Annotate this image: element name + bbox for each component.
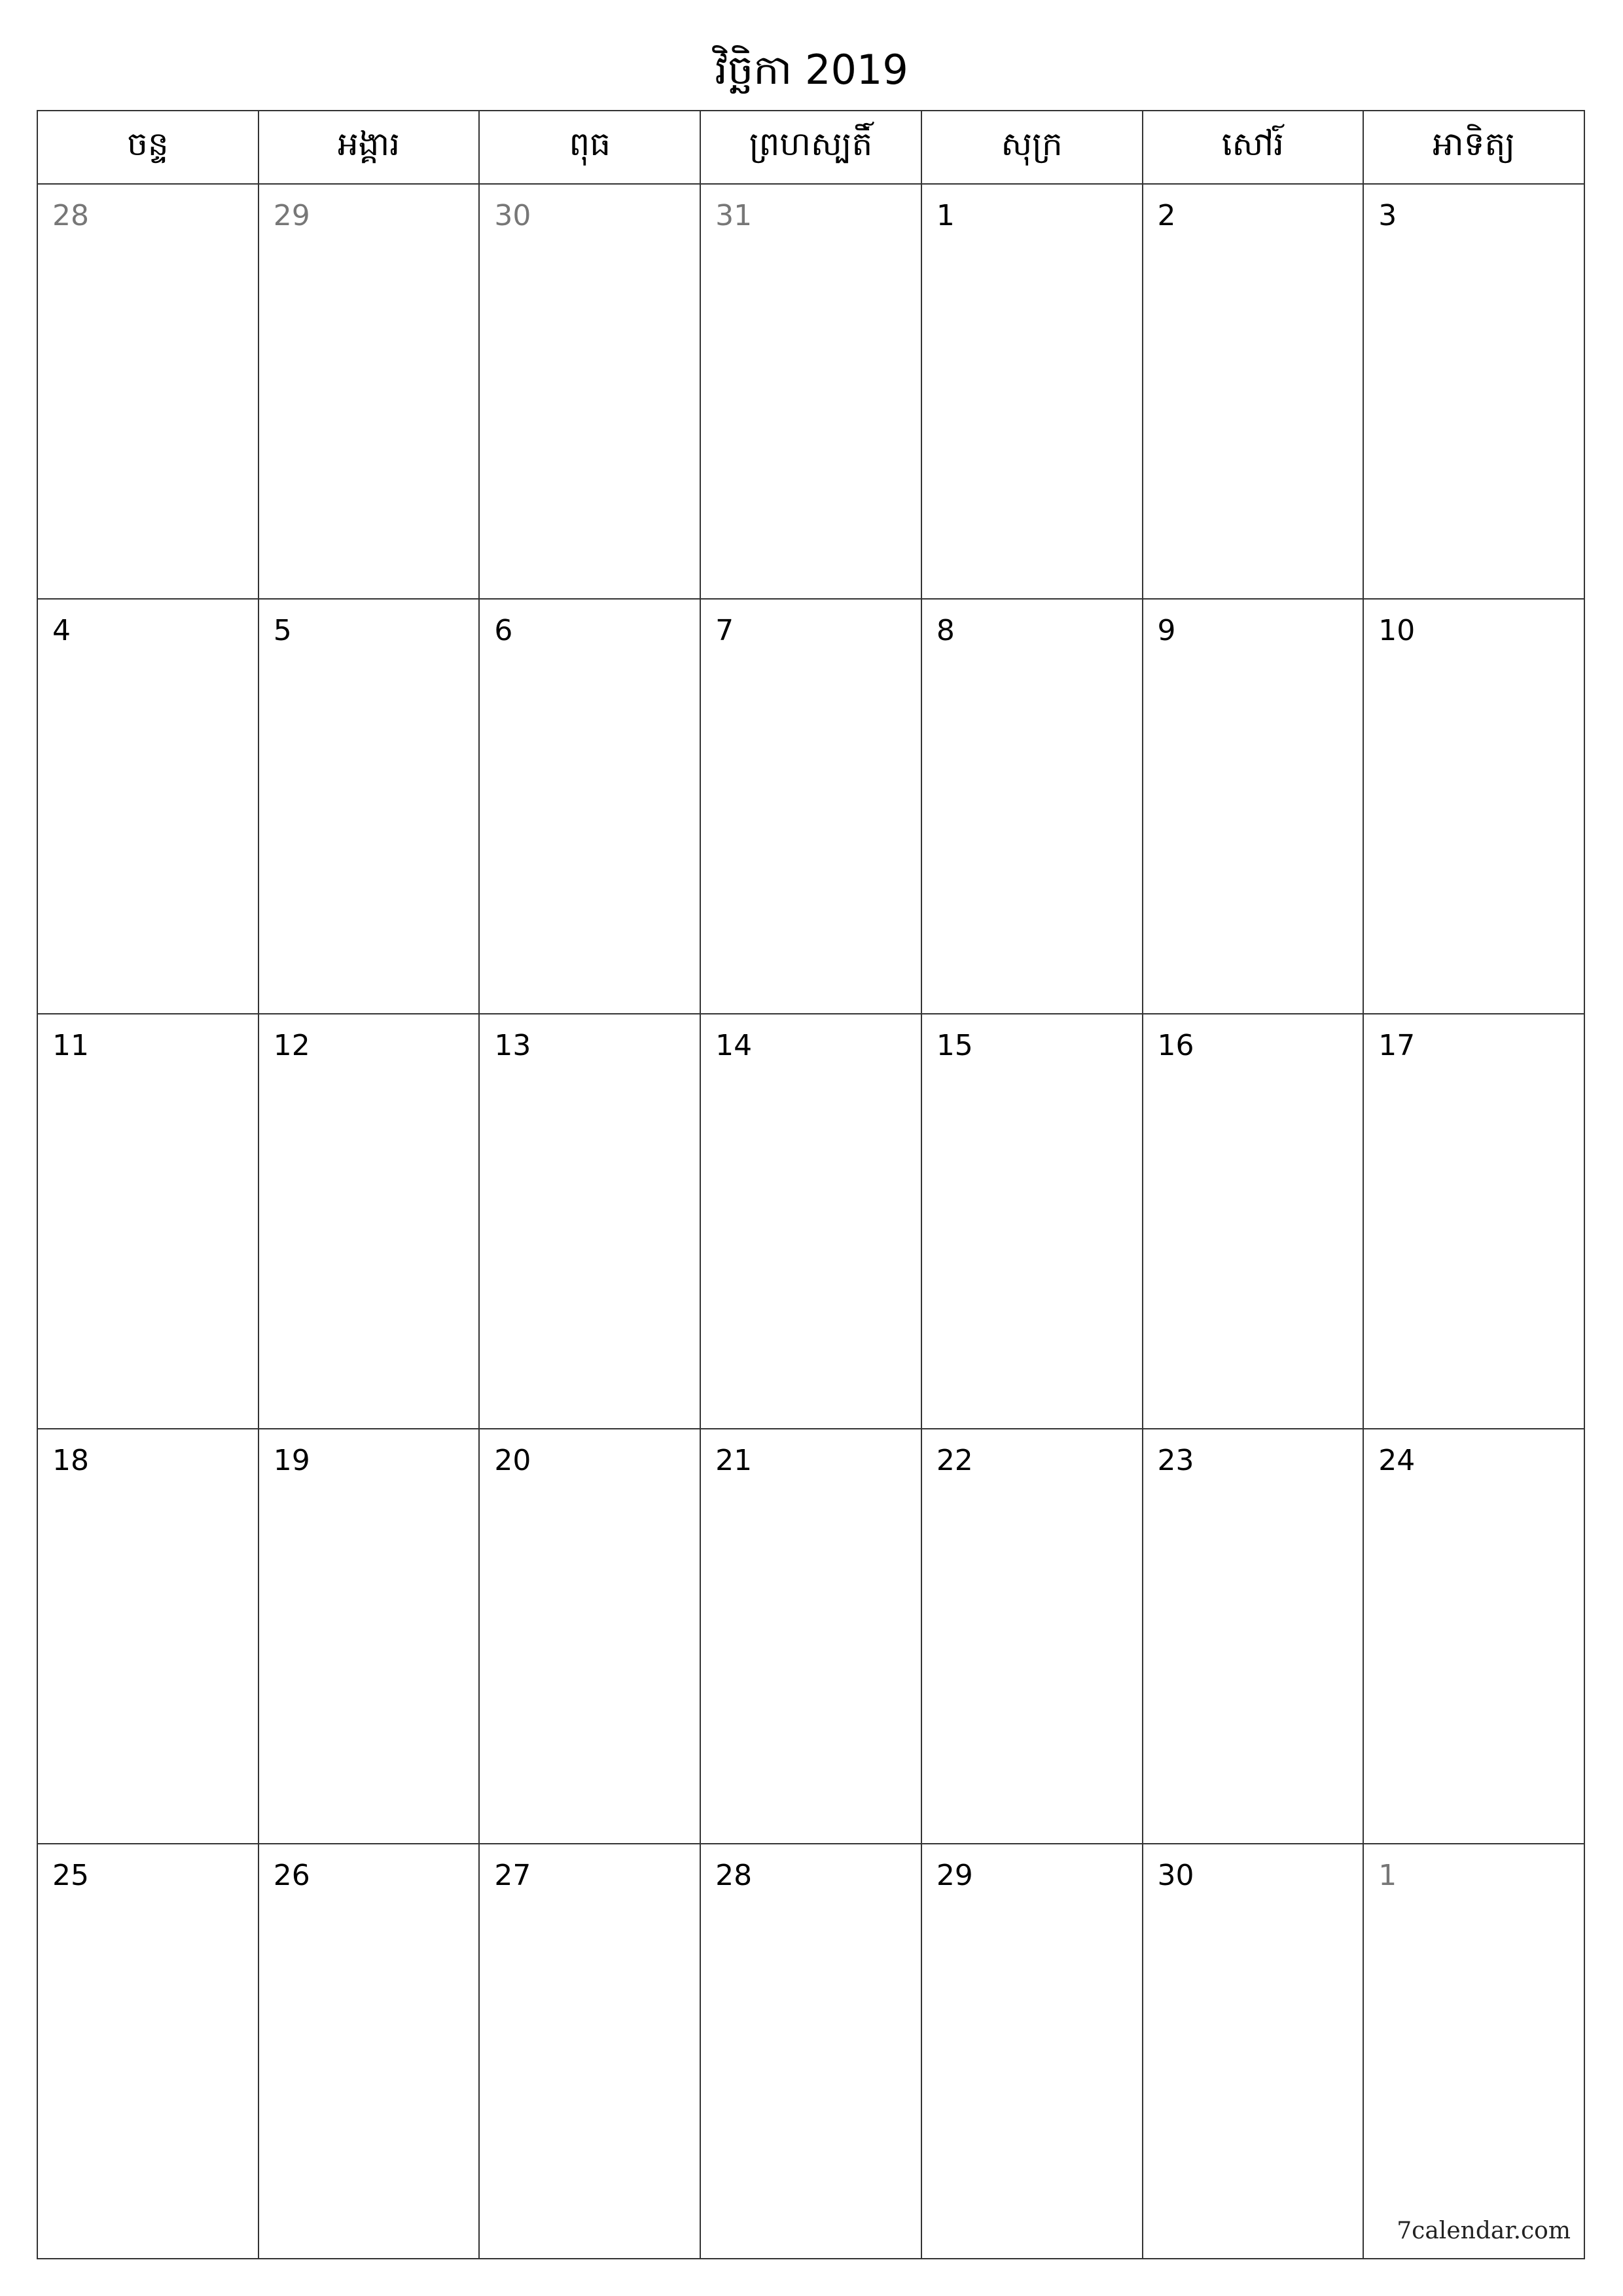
day-cell[interactable] (37, 184, 259, 599)
day-cell[interactable] (1143, 599, 1364, 1014)
day-cell[interactable] (1363, 1429, 1584, 1844)
day-cell[interactable] (1363, 184, 1584, 599)
day-cell[interactable] (1143, 1844, 1364, 2259)
day-number: 1 (936, 199, 955, 232)
day-cell[interactable] (1143, 184, 1364, 599)
day-cell[interactable] (921, 1014, 1143, 1429)
week-row (37, 184, 1584, 599)
day-cell[interactable] (259, 599, 480, 1014)
site-watermark: 7calendar.com (1397, 2217, 1571, 2244)
day-number: 4 (52, 614, 71, 647)
day-number: 29 (936, 1859, 973, 1892)
day-number: 25 (52, 1859, 89, 1892)
weekday-tuesday: អង្គារ (259, 111, 480, 184)
calendar-body (37, 184, 1584, 2259)
day-number: 23 (1157, 1444, 1194, 1477)
week-row (37, 1014, 1584, 1429)
day-number: 7 (715, 614, 734, 647)
week-row (37, 1844, 1584, 2259)
day-cell[interactable] (700, 1844, 921, 2259)
day-number: 5 (273, 614, 292, 647)
day-number: 11 (52, 1029, 89, 1062)
day-cell[interactable] (1363, 1844, 1584, 2259)
day-cell[interactable] (37, 1014, 259, 1429)
calendar-grid (37, 110, 1585, 2259)
day-cell[interactable] (700, 1429, 921, 1844)
day-cell[interactable] (479, 599, 700, 1014)
weekday-friday: សុក្រ (921, 111, 1143, 184)
day-cell[interactable] (37, 599, 259, 1014)
day-number: 15 (936, 1029, 973, 1062)
day-cell[interactable] (37, 1844, 259, 2259)
day-number: 8 (936, 614, 955, 647)
day-number: 30 (494, 199, 531, 232)
day-cell[interactable] (259, 1429, 480, 1844)
weekday-thursday: ព្រហស្បតិ៍ (700, 111, 921, 184)
day-number: 3 (1378, 199, 1397, 232)
day-cell[interactable] (700, 599, 921, 1014)
weekday-monday: ចន្ទ (37, 111, 259, 184)
day-cell[interactable] (479, 1844, 700, 2259)
day-cell[interactable] (921, 1844, 1143, 2259)
day-cell[interactable] (259, 1844, 480, 2259)
day-number: 14 (715, 1029, 753, 1062)
day-number: 16 (1157, 1029, 1194, 1062)
day-number: 27 (494, 1859, 531, 1892)
weekday-saturday: សៅរ៍ (1143, 111, 1364, 184)
day-number: 17 (1378, 1029, 1416, 1062)
day-number: 21 (715, 1444, 753, 1477)
day-number: 28 (715, 1859, 753, 1892)
day-cell[interactable] (1143, 1014, 1364, 1429)
day-cell[interactable] (700, 184, 921, 599)
day-cell[interactable] (479, 1429, 700, 1844)
week-row (37, 599, 1584, 1014)
day-number: 29 (273, 199, 310, 232)
day-cell[interactable] (921, 184, 1143, 599)
day-cell[interactable] (479, 184, 700, 599)
day-number: 28 (52, 199, 89, 232)
day-number: 12 (273, 1029, 310, 1062)
day-cell[interactable] (921, 599, 1143, 1014)
day-number: 18 (52, 1444, 89, 1477)
day-cell[interactable] (921, 1429, 1143, 1844)
day-cell[interactable] (700, 1014, 921, 1429)
day-cell[interactable] (1363, 1014, 1584, 1429)
day-number: 2 (1157, 199, 1176, 232)
day-number: 30 (1157, 1859, 1194, 1892)
day-number: 19 (273, 1444, 310, 1477)
day-cell[interactable] (259, 1014, 480, 1429)
day-number: 26 (273, 1859, 310, 1892)
day-number: 13 (494, 1029, 531, 1062)
day-cell[interactable] (1143, 1429, 1364, 1844)
week-row (37, 1429, 1584, 1844)
day-number: 31 (715, 199, 753, 232)
day-number: 6 (494, 614, 513, 647)
calendar-title: វិច្ឆិកា 2019 (715, 46, 908, 94)
day-number: 22 (936, 1444, 973, 1477)
weekday-wednesday: ពុធ (479, 111, 700, 184)
day-number: 24 (1378, 1444, 1416, 1477)
day-number: 9 (1157, 614, 1176, 647)
day-number: 20 (494, 1444, 531, 1477)
day-cell[interactable] (479, 1014, 700, 1429)
day-cell[interactable] (1363, 599, 1584, 1014)
day-cell[interactable] (259, 184, 480, 599)
day-number: 10 (1378, 614, 1416, 647)
weekday-header-row (37, 111, 1584, 184)
day-cell[interactable] (37, 1429, 259, 1844)
day-number: 1 (1378, 1859, 1397, 1892)
weekday-sunday: អាទិត្យ (1363, 111, 1584, 184)
